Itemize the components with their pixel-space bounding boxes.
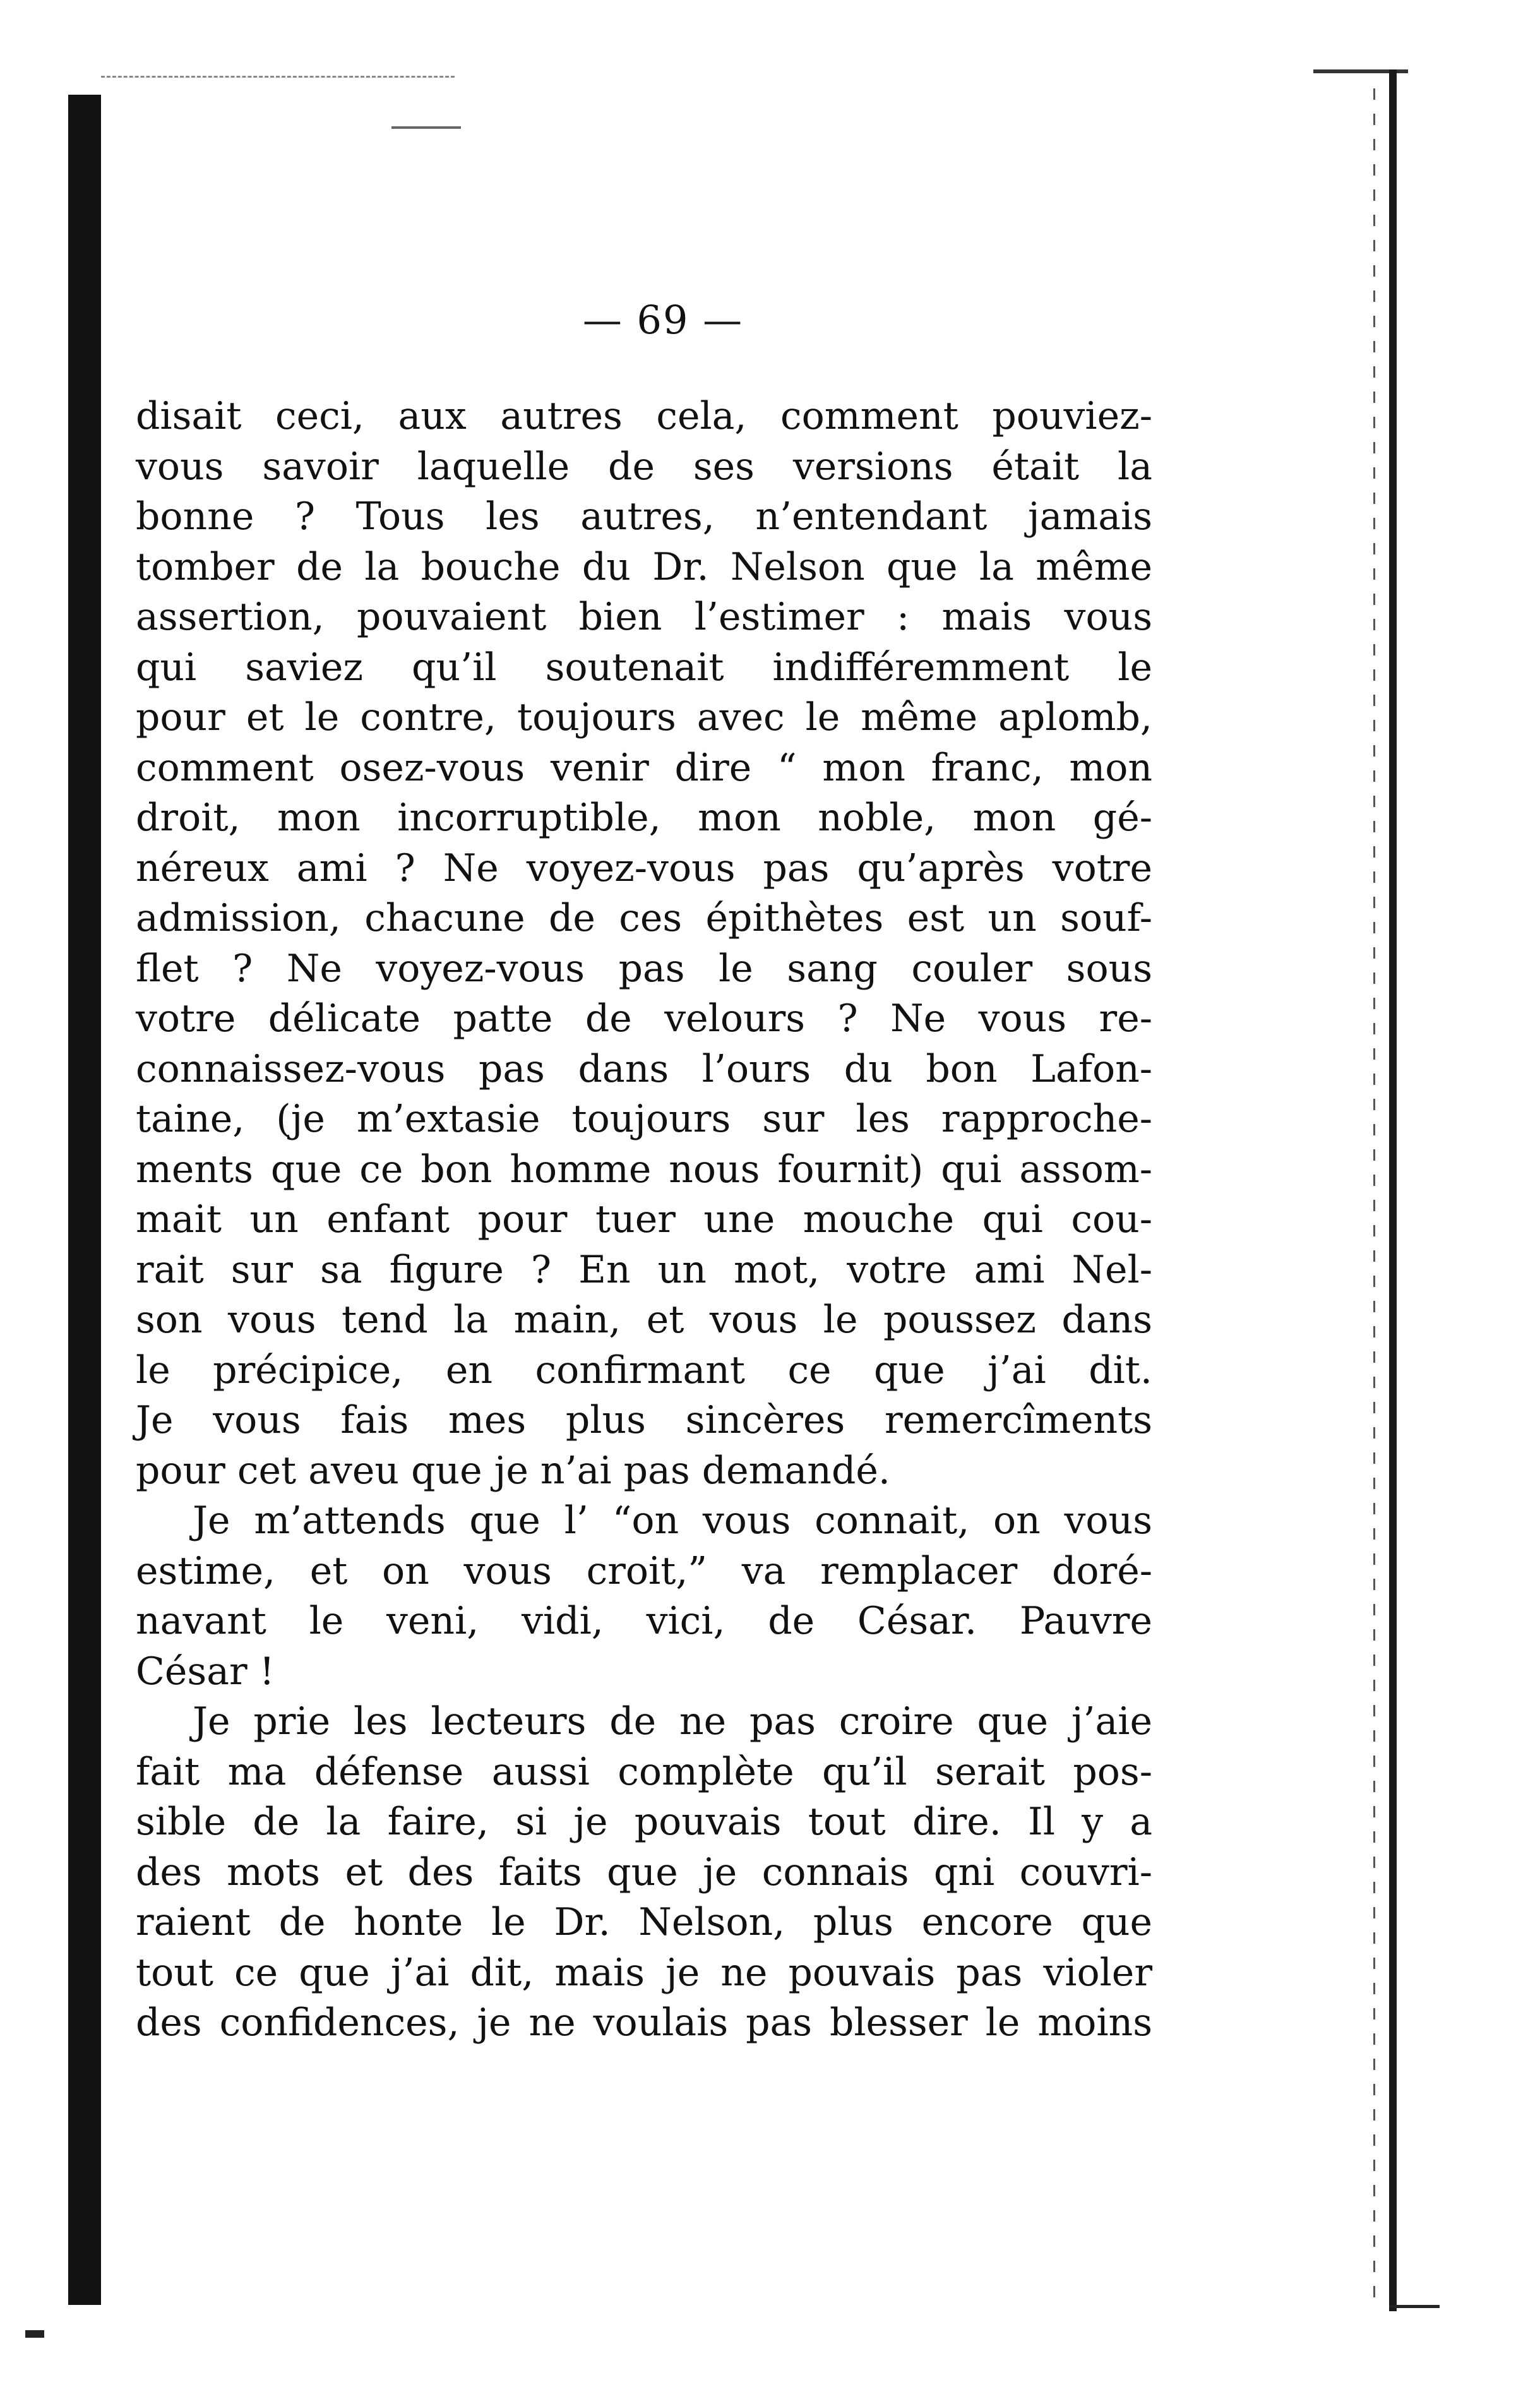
text-line: flet ? Ne voyez-vous pas le sang couler sous [136,946,1152,991]
page-edge [1389,69,1397,2311]
text-line: Je vous fais mes plus sincères remercîments [136,1398,1152,1442]
text-line: tout ce que j’ai dit, mais je ne pouvais pas violer [136,1950,1152,1995]
text-line: pour cet aveu que je n’ai pas demandé. [136,1448,890,1493]
scan-scratch [391,126,461,129]
body-text [136,392,1152,2049]
text-line: Je m’attends que l’ “on vous connait, on vous [193,1499,1152,1543]
text-line: qui saviez qu’il soutenait indifféremment le [136,645,1152,690]
text-line: taine, (je m’extasie toujours sur les rapproche- [136,1097,1152,1141]
text-line: votre délicate patte de velours ? Ne vous re- [136,996,1152,1041]
page-number: — 69 — [582,297,744,343]
text-line: disait ceci, aux autres cela, comment pouviez- [136,394,1152,438]
page-edge [1389,2305,1440,2308]
text-line: mait un enfant pour tuer une mouche qui cou- [136,1197,1152,1241]
text-line: bonne ? Tous les autres, n’entendant jamais [136,494,1152,539]
text-line: pour et le contre, toujours avec le même aplomb, [136,695,1152,739]
text-line: néreux ami ? Ne voyez-vous pas qu’après votre [136,846,1152,890]
text-line: vous savoir laquelle de ses versions était la [136,444,1152,489]
text-line: César ! [136,1649,275,1694]
text-line: navant le veni, vidi, vici, de César. Pauvre [136,1599,1152,1643]
text-line: son vous tend la main, et vous le poussez dans [136,1298,1152,1342]
text-line: le précipice, en confirmant ce que j’ai dit. [136,1348,1152,1392]
text-line: comment osez-vous venir dire “ mon franc, mon [136,745,1152,790]
text-line: fait ma défense aussi complète qu’il serait pos- [136,1749,1152,1794]
text-line: raient de honte le Dr. Nelson, plus encore que [136,1900,1152,1944]
text-line: admission, chacune de ces épithètes est un souf- [136,896,1152,940]
text-line: des mots et des faits que je connais qni couvri- [136,1850,1152,1894]
scan-scratch [101,76,455,78]
text-line: ments que ce bon homme nous fournit) qui assom- [136,1147,1152,1192]
text-line: des confidences, je ne voulais pas blesser le moins [136,2001,1152,2045]
text-line: rait sur sa figure ? En un mot, votre ami Nel- [136,1247,1152,1292]
text-line: tomber de la bouche du Dr. Nelson que la même [136,544,1152,589]
text-line: assertion, pouvaient bien l’estimer : mais vous [136,595,1152,639]
text-line: estime, et on vous croit,” va remplacer doré- [136,1548,1152,1593]
text-line: sible de la faire, si je pouvais tout dire. Il y a [136,1800,1152,1844]
page-edge [1373,88,1375,2299]
text-line: droit, mon incorruptible, mon noble, mon gé- [136,796,1152,840]
text-line: connaissez-vous pas dans l’ours du bon Lafon- [136,1046,1152,1091]
scan-speck [25,2330,44,2338]
binding-shadow [68,95,101,2305]
text-line: Je prie les lecteurs de ne pas croire que j’aie [193,1699,1152,1744]
